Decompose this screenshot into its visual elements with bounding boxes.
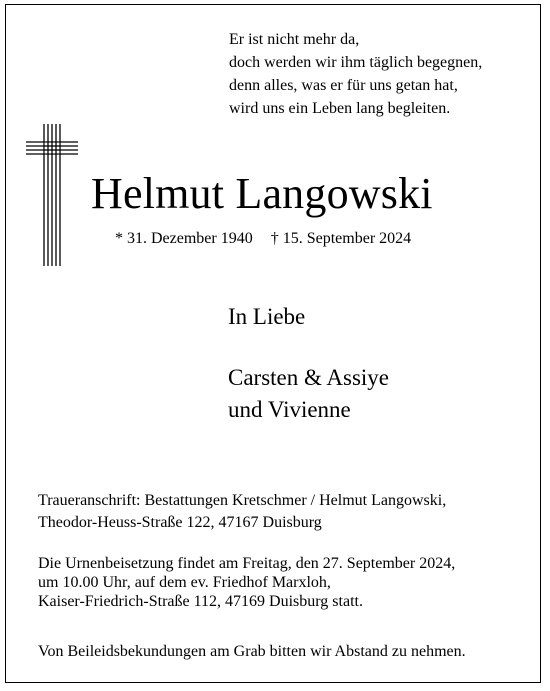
funeral-line: Die Urnenbeisetzung findet am Freitag, den 27. September 2024,	[38, 555, 456, 572]
deceased-name: Helmut Langowski	[91, 169, 433, 218]
death-date: † 15. September 2024	[270, 230, 412, 247]
verse-line: Er ist nicht mehr da,	[229, 31, 360, 48]
condolence-address	[38, 490, 446, 534]
in-love-heading: In Liebe	[228, 304, 306, 329]
life-dates	[115, 228, 411, 250]
funeral-details	[38, 554, 455, 611]
mourner-line: und Vivienne	[228, 397, 351, 422]
verse-line: wird uns ein Leben lang begleiten.	[229, 100, 451, 117]
address-line: Theodor-Heuss-Straße 122, 47167 Duisburg	[38, 514, 322, 531]
memorial-verse	[229, 28, 482, 120]
mourner-line: Carsten & Assiye	[228, 365, 389, 390]
birth-date: * 31. Dezember 1940	[115, 230, 253, 247]
verse-line: doch werden wir ihm täglich begegnen,	[229, 54, 483, 71]
closing-note: Von Beileidsbekundungen am Grab bitten wir Abstand zu nehmen.	[38, 643, 466, 660]
mourners-names	[228, 362, 389, 426]
funeral-line: um 10.00 Uhr, auf dem ev. Friedhof Marxloh,	[38, 574, 331, 591]
address-line: Traueranschrift: Bestattungen Kretschmer / Helmut Langowski,	[38, 492, 447, 509]
funeral-line: Kaiser-Friedrich-Straße 112, 47169 Duisburg statt.	[38, 593, 363, 610]
cross-icon	[26, 124, 78, 266]
verse-line: denn alles, was er für uns getan hat,	[229, 77, 458, 94]
